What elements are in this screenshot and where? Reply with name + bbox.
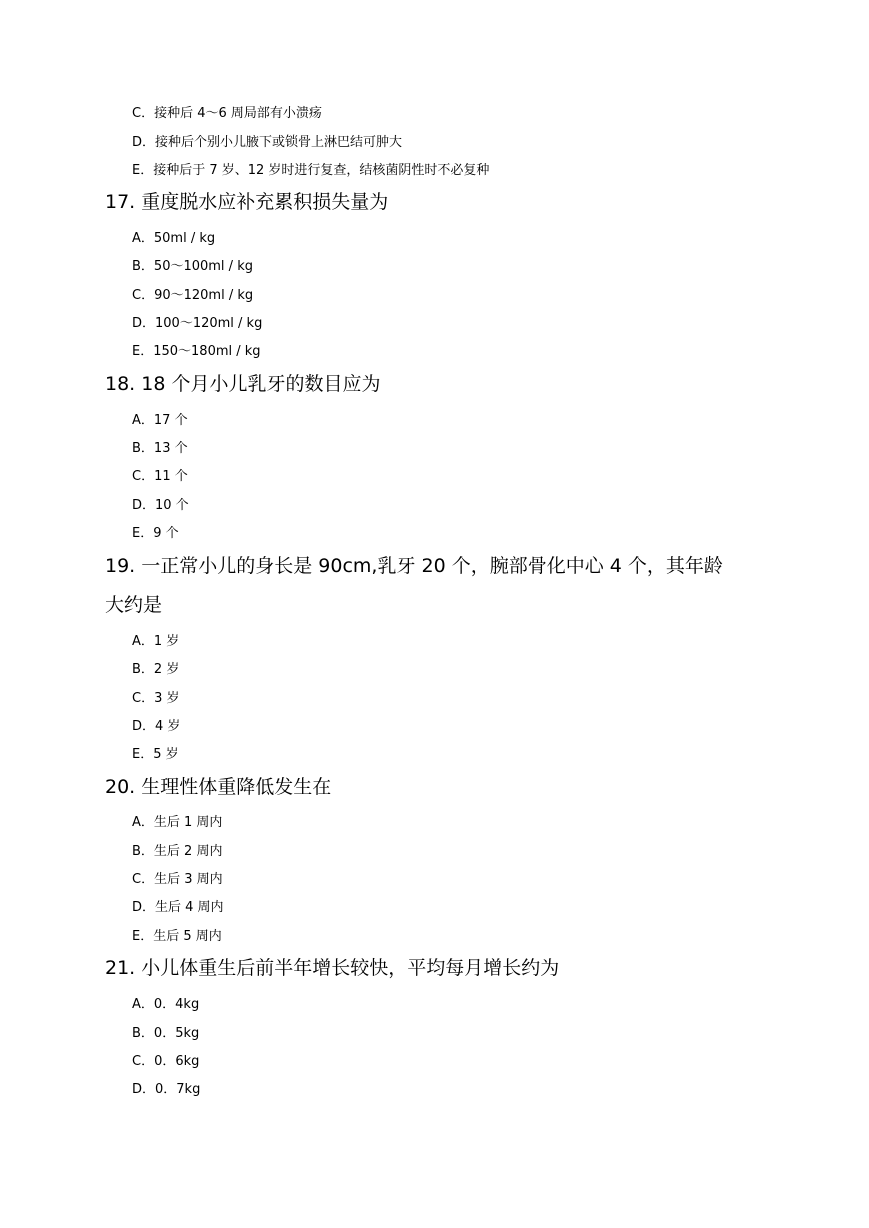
- option-b: B．2 岁: [132, 662, 180, 677]
- question-17-stem: 17. 重度脱水应补充累积损失量为: [105, 191, 389, 213]
- option-a: A．1 岁: [132, 634, 180, 649]
- option-e: E．150～180ml / kg: [132, 344, 261, 359]
- question-20-stem: 20. 生理性体重降低发生在: [105, 776, 332, 798]
- question-21-stem: 21. 小儿体重生后前半年增长较快，平均每月增长约为: [105, 957, 560, 979]
- option-b: B．生后 2 周内: [132, 844, 223, 859]
- option-b: B．0．5kg: [132, 1026, 200, 1041]
- option-a: A．生后 1 周内: [132, 815, 223, 830]
- option-e: E．9 个: [132, 526, 179, 541]
- option-c: C．11 个: [132, 469, 188, 484]
- option-d: D．10 个: [132, 498, 189, 513]
- option-c: C．生后 3 周内: [132, 872, 223, 887]
- option-d: D．4 岁: [132, 719, 181, 734]
- option-e: E．生后 5 周内: [132, 929, 222, 944]
- option-d: D．生后 4 周内: [132, 900, 224, 915]
- option-c: C．0．6kg: [132, 1054, 200, 1069]
- option-c: C．90～120ml / kg: [132, 288, 254, 303]
- question-18-stem: 18. 18 个月小儿乳牙的数目应为: [105, 373, 381, 395]
- option-d: D．100～120ml / kg: [132, 316, 263, 331]
- option-a: A．17 个: [132, 413, 188, 428]
- option-d: D．0．7kg: [132, 1082, 201, 1097]
- option-d: D．接种后个别小儿腋下或锁骨上淋巴结可肿大: [132, 135, 403, 150]
- option-a: A．0．4kg: [132, 997, 200, 1012]
- question-19-stem-continued: 大约是: [105, 594, 163, 616]
- option-b: B．13 个: [132, 441, 188, 456]
- option-e: E．5 岁: [132, 747, 179, 762]
- option-a: A．50ml / kg: [132, 231, 216, 246]
- question-19-stem: 19. 一正常小儿的身长是 90cm,乳牙 20 个，腕部骨化中心 4 个，其年龄: [105, 555, 723, 577]
- option-c: C．接种后 4～6 周局部有小溃疡: [132, 106, 322, 121]
- option-e: E．接种后于 7 岁、12 岁时进行复查，结核菌阴性时不必复种: [132, 163, 490, 178]
- option-b: B．50～100ml / kg: [132, 259, 253, 274]
- option-c: C．3 岁: [132, 691, 180, 706]
